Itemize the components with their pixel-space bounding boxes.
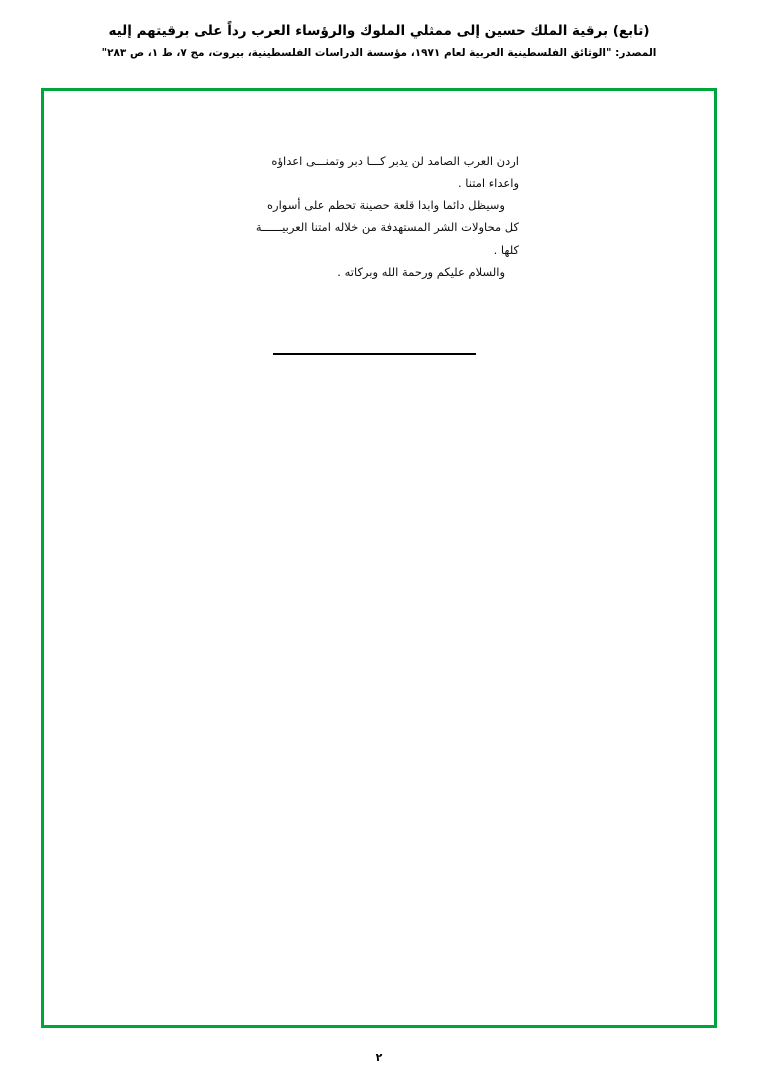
- text-line: كلها .: [493, 242, 519, 257]
- source-citation: المصدر: "الوثائق الفلسطينية العربية لعام ١٩٧١، مؤسسة الدراسات الفلسطينية، بيروت، مج ٧، ط ١، ص ٢٨٣": [101, 47, 657, 60]
- text-line: كل محاولات الشر المستهدفة من خلاله امتنا العربيــــــة: [255, 220, 519, 235]
- page-number: ٢: [375, 1051, 383, 1064]
- text-line: وسيظل دائما وابدا قلعة حصينة تحطم على أسواره: [267, 198, 505, 213]
- text-line: اردن العرب الصامد لن يدبر كـــا دبر وتمنـــى اعداؤه: [271, 154, 519, 168]
- document-header: [0, 22, 758, 59]
- telegram-text-block: [199, 151, 519, 284]
- text-line: والسلام عليكم ورحمة الله وبركاته .: [337, 264, 505, 279]
- green-frame-border: [41, 88, 717, 1028]
- horizontal-rule-separator: [273, 353, 476, 355]
- text-line: واعداء امتنا .: [457, 176, 519, 191]
- page-title: (تابع) برقية الملك حسين إلى ممثلي الملوك والرؤساء العرب رداً على برقيتهم إليه: [108, 23, 650, 39]
